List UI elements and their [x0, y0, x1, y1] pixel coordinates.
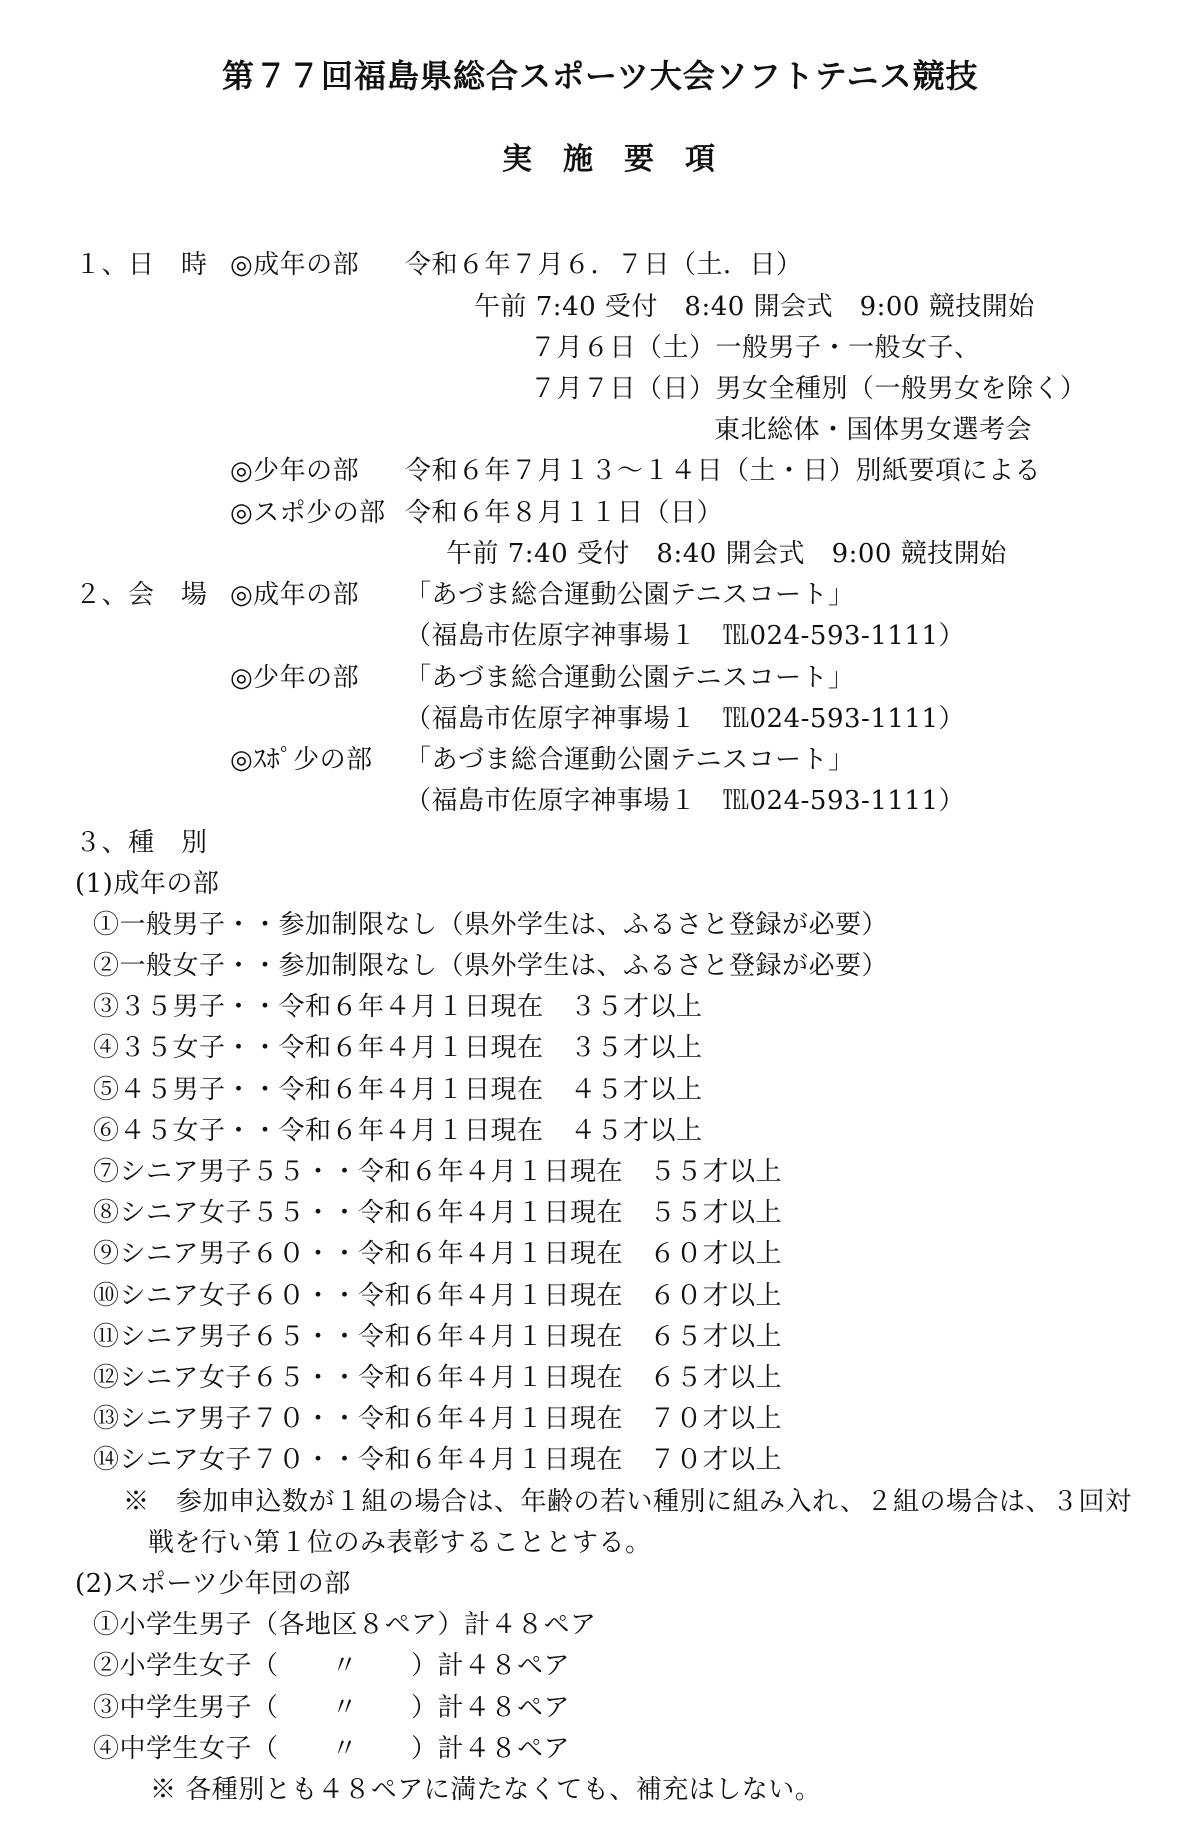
- sposho-date: 令和６年８月１１日（日）: [405, 498, 724, 528]
- sposho-label: ◎スポ少の部: [230, 498, 386, 528]
- venue-address: （福島市佐原字神事場１ ℡024-593-1111）: [405, 621, 965, 651]
- spo-category-item: ④中学生女子（ 〃 ）計４８ペア: [93, 1734, 571, 1764]
- spo-category-item: ③中学生男子（ 〃 ）計４８ペア: [93, 1693, 571, 1723]
- shonen-label: ◎少年の部: [230, 456, 360, 486]
- seinen-day2: ７月７日（日）男女全種別（一般男女を除く）: [530, 374, 1087, 404]
- sposho-time: 午前 7:40 受付 8:40 開会式 9:00 競技開始: [446, 539, 1007, 569]
- category-item: ⑤４５男子・・令和６年４月１日現在 ４５才以上: [93, 1075, 703, 1105]
- category-item: ⑦シニア男子５５・・令和６年４月１日現在 ５５才以上: [93, 1157, 783, 1187]
- category-item: ③３５男子・・令和６年４月１日現在 ３５才以上: [93, 992, 703, 1022]
- spo-category-item: ①小学生男子（各地区８ペア）計４８ペア: [93, 1610, 597, 1640]
- venue-label: ◎ｽﾎﾟ少の部: [230, 745, 373, 775]
- section2-heading: ２、会 場: [75, 580, 208, 610]
- category-item: ⑧シニア女子５５・・令和６年４月１日現在 ５５才以上: [93, 1198, 783, 1228]
- venue-address: （福島市佐原字神事場１ ℡024-593-1111）: [405, 786, 965, 816]
- category-item: ①一般男子・・参加制限なし（県外学生は、ふるさと登録が必要）: [93, 910, 889, 940]
- venue-name: 「あづま総合運動公園テニスコート」: [405, 745, 855, 775]
- venue-label: ◎少年の部: [230, 663, 360, 693]
- seinen-date: 令和６年７月６．７日（土．日）: [405, 250, 803, 280]
- category-item: ⑬シニア男子７０・・令和６年４月１日現在 ７０才以上: [93, 1404, 783, 1434]
- venue-label: ◎成年の部: [230, 580, 360, 610]
- section1-heading: １、日 時: [75, 250, 208, 280]
- shonen-text: 令和６年７月１３～１４日（土・日）別紙要項による: [405, 456, 1042, 486]
- sub2-heading: (2)スポーツ少年団の部: [75, 1569, 351, 1599]
- seinen-day1: ７月６日（土）一般男子・一般女子、: [530, 333, 981, 363]
- spo-category-item: ②小学生女子（ 〃 ）計４８ペア: [93, 1651, 571, 1681]
- note1-line2: 戦を行い第１位のみ表彰することとする。: [148, 1528, 652, 1558]
- venue-address: （福島市佐原字神事場１ ℡024-593-1111）: [405, 704, 965, 734]
- category-item: ⑩シニア女子６０・・令和６年４月１日現在 ６０才以上: [93, 1281, 783, 1311]
- seinen-label: ◎成年の部: [230, 250, 360, 280]
- seinen-day2-note: 東北総体・国体男女選考会: [714, 415, 1033, 445]
- category-item: ⑪シニア男子６５・・令和６年４月１日現在 ６５才以上: [93, 1322, 783, 1352]
- page-subtitle: 実 施 要 項: [502, 142, 716, 177]
- category-item: ⑥４５女子・・令和６年４月１日現在 ４５才以上: [93, 1116, 703, 1146]
- category-item: ④３５女子・・令和６年４月１日現在 ３５才以上: [93, 1033, 703, 1063]
- venue-name: 「あづま総合運動公園テニスコート」: [405, 663, 855, 693]
- category-item: ⑨シニア男子６０・・令和６年４月１日現在 ６０才以上: [93, 1239, 783, 1269]
- section3-heading: ３、種 別: [75, 828, 208, 858]
- note2: ※ 各種別とも４８ペアに満たなくても、補充はしない。: [150, 1775, 822, 1805]
- seinen-time: 午前 7:40 受付 8:40 開会式 9:00 競技開始: [474, 292, 1035, 322]
- category-item: ②一般女子・・参加制限なし（県外学生は、ふるさと登録が必要）: [93, 951, 889, 981]
- page-title: 第７７回福島県総合スポーツ大会ソフトテニス競技: [222, 57, 979, 95]
- sub1-heading: (1)成年の部: [75, 869, 220, 899]
- venue-name: 「あづま総合運動公園テニスコート」: [405, 580, 855, 610]
- category-item: ⑫シニア女子６５・・令和６年４月１日現在 ６５才以上: [93, 1363, 783, 1393]
- category-item: ⑭シニア女子７０・・令和６年４月１日現在 ７０才以上: [93, 1445, 783, 1475]
- note1-line1: ※ 参加申込数が１組の場合は、年齢の若い種別に組み入れ、２組の場合は、３回対: [123, 1487, 1132, 1517]
